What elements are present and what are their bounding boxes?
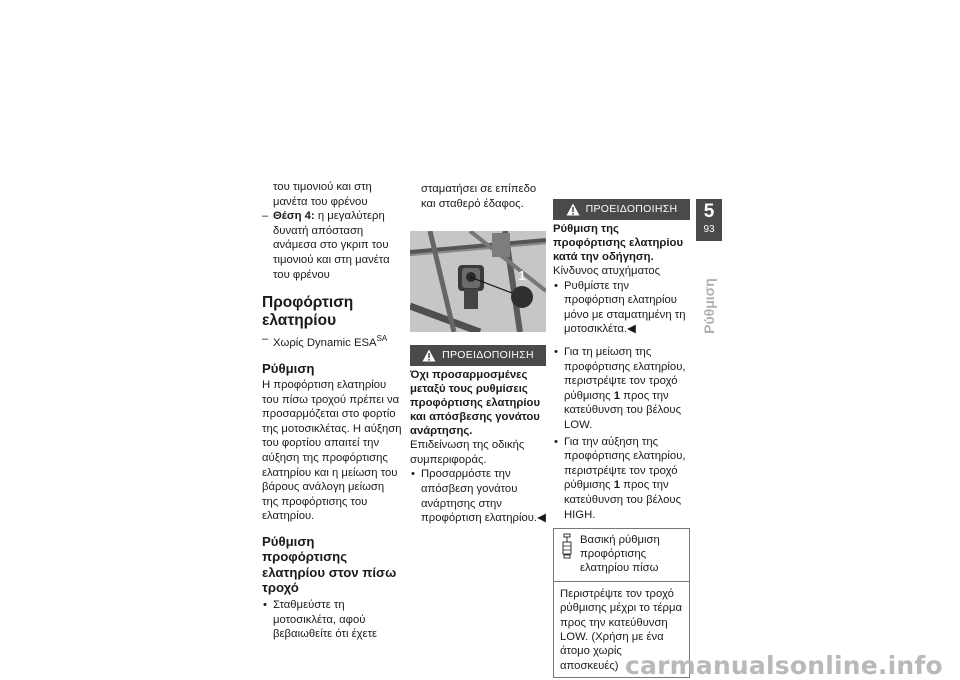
adjuster-ref: 1	[613, 479, 621, 492]
no-esa-text: Χωρίς Dynamic ESA	[273, 336, 377, 349]
warning-title: Ρύθμιση της προφόρτισης ελατηρίου κατά την οδήγηση.	[553, 223, 684, 263]
end-mark-icon: ◀	[627, 323, 636, 336]
danger-text: Κίνδυνος ατυχήματος	[553, 265, 661, 277]
warning-banner	[553, 199, 690, 220]
continued-text: του τιμονιού και στη μανέτα του φρένου	[273, 181, 372, 208]
basic-setting-text: Περιστρέψτε τον τροχό ρύθμισης μέχρι το τέρμα προς την κατεύθυνση LOW. (Χρήση με ένα άτομο χωρίς αποσκευές)	[560, 588, 682, 672]
warning-title: Όχι προσαρμοσμένες μεταξύ τους ρυθμίσεις προφόρτισης ελατηρίου και απόσβεσης γονάτου ανάρτησης.	[410, 369, 541, 438]
page-number: 93	[703, 224, 715, 235]
no-esa-condition	[262, 332, 402, 350]
column-2	[410, 182, 546, 528]
section-heading-preload: Προφόρτιση ελατηρίου	[262, 294, 354, 330]
position-4-label: Θέση 4:	[273, 210, 315, 223]
continued-text: σταματήσει σε επίπεδο και σταθερό έδαφος.	[421, 183, 537, 210]
column-3	[553, 199, 690, 678]
step-park-motorcycle: • Σταθμεύστε τη μοτοσικλέτα, αφού βεβαιωθείτε ότι έχετε	[262, 598, 402, 642]
chapter-number: 5	[703, 201, 715, 222]
warning-instruction	[410, 467, 546, 525]
warning-triangle-icon	[566, 203, 580, 216]
position-4-item	[262, 209, 402, 282]
decrease-text-pre: Για τη μείωση της προφόρτισης ελατηρίου, περιστρέψτε τον τροχό ρύθμισης	[564, 345, 686, 402]
shock-absorber-icon	[560, 533, 574, 559]
sa-superscript: SA	[376, 334, 388, 344]
watermark-text: carmanualsonline.info	[625, 651, 943, 680]
warning-instruction-text: Προσαρμόστε την απόσβεση γονάτου ανάρτησης στην προφόρτιση ελατηρίου.	[421, 468, 538, 525]
increase-text-pre: Για την αύξηση της προφόρτισης ελατηρίου, περιστρέψτε τον τροχό ρύθμισης	[564, 435, 686, 492]
instruction-stationary	[553, 279, 690, 337]
basic-setting-header	[554, 529, 689, 582]
warning-consequence: Επιδείνωση της οδικής συμπεριφοράς.	[410, 439, 525, 466]
subheading-setting: Ρύθμιση	[262, 360, 315, 376]
figure-callout-1: 1	[518, 268, 526, 283]
warning-label: ΠΡΟΕΙΔΟΠΟΙΗΣΗ	[585, 203, 678, 216]
increase-text-post: προς την κατεύθυνση του βέλους HIGH.	[564, 479, 682, 521]
warning-banner	[410, 345, 546, 366]
chapter-tab	[696, 199, 722, 241]
decrease-text-post: προς την κατεύθυνση του βέλους LOW.	[564, 389, 682, 431]
warning-label: ΠΡΟΕΙΔΟΠΟΙΗΣΗ	[442, 349, 534, 362]
adjuster-ref: 1	[613, 389, 621, 402]
warning-triangle-icon	[422, 349, 436, 362]
basic-setting-title: Βασική ρύθμιση προφόρτισης ελατηρίου πίσω	[580, 534, 660, 575]
subheading-rear-preload: Ρύθμιση προφόρτισης ελατηρίου στον πίσω τροχό	[262, 533, 397, 596]
instruction-decrease	[553, 345, 690, 433]
position-4-text: η μεγαλύτερη δυνατή απόσταση ανάμεσα στο γκριπ του τιμονιού και στη μανέτα του φρένου	[273, 210, 390, 281]
chapter-title: Ρύθμιση	[701, 278, 717, 334]
column-1	[262, 180, 402, 644]
end-mark-icon: ◀	[537, 512, 546, 525]
instruction-increase	[553, 435, 690, 523]
setting-paragraph: Η προφόρτιση ελατηρίου του πίσω τροχού πρέπει να προσαρμόζεται στο φορτίο της μοτοσικλέτας. Η αύξηση του φορτίου απαιτεί την αύξηση της προφόρτισης ελατηρίου και η μείωση του βάρους ανάλογη μείωση της προφόρτισης του ελατηρίου.	[262, 379, 402, 523]
instruction-stationary-text: Ρυθμίστε την προφόρτιση ελατηρίου μόνο με σταματημένη τη μοτοσικλέτα.	[564, 279, 686, 336]
